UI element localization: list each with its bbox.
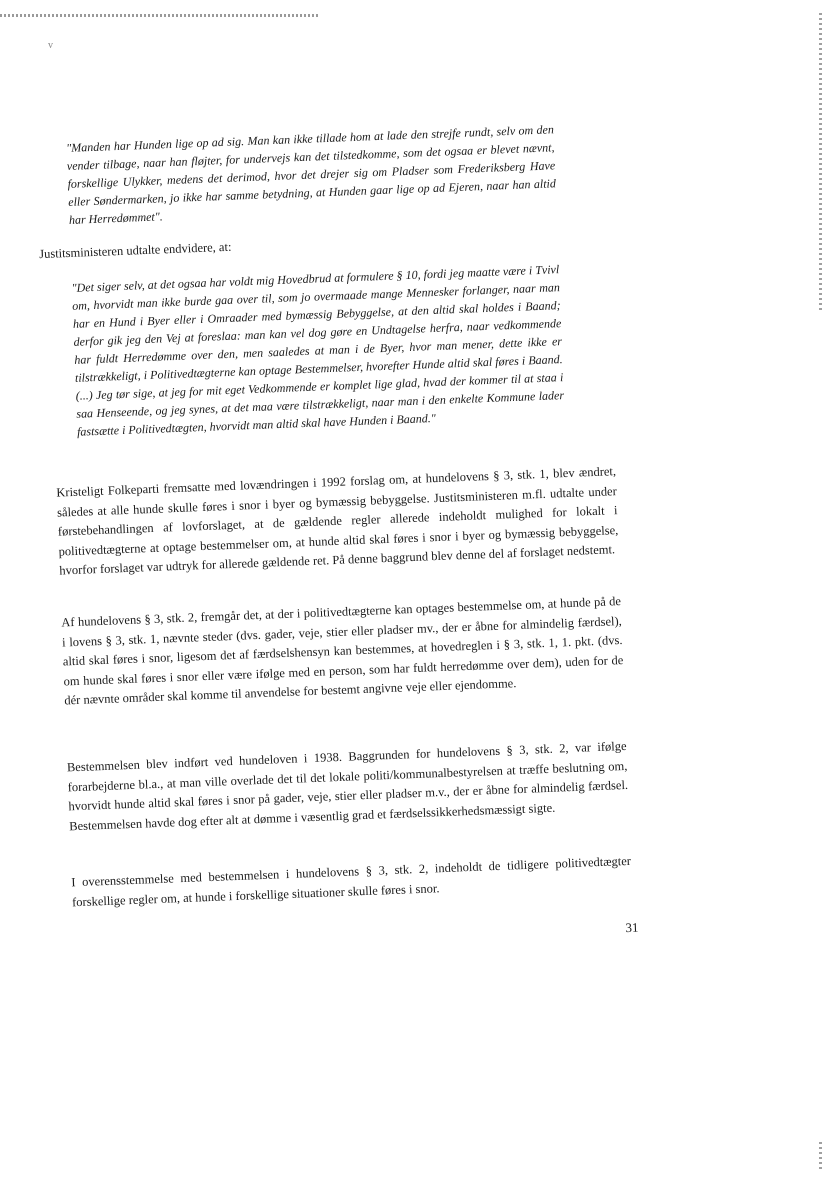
paragraph-1: Justitsministeren udtalte endvidere, at: (38, 239, 232, 262)
scan-mark: v (48, 40, 53, 51)
paragraph-4: Bestemmelsen blev indført ved hundeloven i 1938. Baggrunden for hundelovens § 3, stk. 2, var ifølge forarbejderne bl.a., at man ville overlade det til det lokale politi/kommunalbestyrelsen at træffe beslutning om, hvorvidt hunde altid skal føres i snor på gader, veje, stier eller pladser m.v., der er åbne for almindelig færdsel. Bestemmelsen havde dog efter alt at dømme i væsentlig grad et færdselssikkerhedsmæssigt sigte. (66, 738, 629, 833)
paragraph-3: Af hundelovens § 3, stk. 2, fremgår det, at der i politivedtægterne kan optages bestemmelse om, at hunde på de i lovens § 3, stk. 1, nævnte steder (dvs. gader, veje, stier eller pladser mv., der er åbne for almindelig færdsel), altid skal føres i snor, ligesom det af færdselshensyn kan bestemmes, at hovedreglen i § 3, stk. 1, 1. pkt. (dvs. om hunde skal føres i snor eller være ifølge med en person, som har fuldt herredømme over dem), uden for de dér nævnte områder skal komme til anvendelse for bestemt angivne veje eller ejendomme. (61, 594, 624, 708)
block-quote-2: "Det siger selv, at det ogsaa har voldt mig Hovedbrud at formulere § 10, fordi jeg maatte være i Tvivl om, hvorvidt man ikke burde gaa over til, som jo overmaade mange Mennesker forlanger, naar man har en Hund i Byer eller i Omraader med bymæssig Bebyggelse, at den altid skal holdes i Baand; derfor gik jeg den Vej at foreslaa: man kan vel dog gøre en Undtagelse herfra, naar vedkommende har fuldt Herredømme over den, men saaledes at man i de Byer, hvor man mener, dette ikke er tilstrækkeligt, i Politivedtægterne kan optage Bestemmelser, hvorefter Hunde altid skal føres i Baand. (...) Jeg tør sige, at jeg for mit eget Vedkommende er komplet lige glad, hvad der kommer til at staa i saa Henseende, og jeg synes, at det maa være tilstrækkeligt, naar man i den enkelte Kommune lader fastsætte i Politivedtægten, hvorvidt man altid skal have Hunden i Baand." (71, 262, 565, 439)
block-quote-1: "Manden har Hunden lige op ad sig. Man kan ikke tillade hom at lade den strejfe rundt, selv om den vender tilbage, naar han fløjter, for undervejs kan det tilstedkomme, som det ogsaa er blevet nævnt, forskellige Ulykker, medens det derimod, hvor det drejer sig om Pladser som Frederiksberg Have eller Søndermarken, jo ikke har samme betydning, at Hunden gaar lige op ad Ejeren, naar han altid har Herredømmet". (65, 122, 557, 227)
scan-border-right (819, 10, 822, 310)
paragraph-5: I overensstemmelse med bestemmelsen i hundelovens § 3, stk. 2, indeholdt de tidligere politivedtægter forskellige regler om, at hunde i forskellige situationer skulle føres i snor. (71, 853, 632, 909)
page-number: 31 (625, 919, 639, 936)
paragraph-2: Kristeligt Folkeparti fremsatte med lovændringen i 1992 forslag om, at hundelovens § 3, stk. 1, blev ændret, således at alle hunde skulle føres i snor i byer og bymæssig bebyggelse. Justitsministeren m.fl. udtalte under førstebehandlingen af lovforslaget, at de gældende regler allerede indeholdt mulighed for lokalt i politivedtægterne at optage bestemmelser om, at hunde altid skal føres i snor i byer og bymæssig bebyggelse, hvorfor forslaget var udtryk for allerede gældende ret. På denne baggrund blev denne del af forslaget nedstemt. (56, 464, 619, 578)
